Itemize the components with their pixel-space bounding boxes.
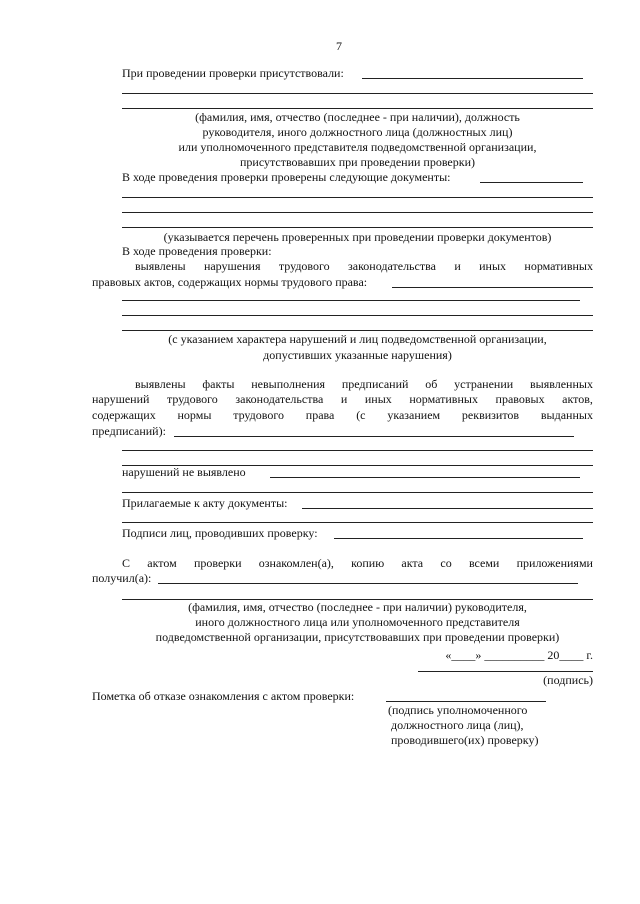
present-caption-2: руководителя, иного должностного лица (должностных лиц) — [202, 125, 513, 139]
familiarized-caption-1: (фамилия, имя, отчество (последнее - при наличии) руководителя, — [188, 600, 527, 614]
prescriptions-line-a[interactable] — [122, 450, 593, 451]
violations-caption-1: (с указанием характера нарушений и лиц подведомственной организации, — [168, 332, 547, 346]
familiarized-line-1: С актом проверки ознакомлен(а), копию акта со всеми приложениями — [122, 556, 593, 570]
present-caption-1: (фамилия, имя, отчество (последнее - при наличии), должность — [195, 110, 520, 124]
violations-caption-2: допустивших указанные нарушения) — [263, 348, 452, 362]
violations-line-c[interactable] — [122, 330, 593, 331]
present-caption-4: присутствовавших при проведении проверки) — [239, 155, 476, 169]
signatures-label: Подписи лиц, проводивших проверку: — [122, 526, 318, 540]
prescriptions-line-3: содержащих нормы трудового права (с указанием реквизитов выданных — [92, 408, 593, 422]
violations-line-a[interactable] — [122, 300, 580, 301]
documents-caption: (указывается перечень проверенных при проведении проверки документов) — [163, 230, 552, 244]
refusal-label: Пометка об отказе ознакомления с актом проверки: — [92, 689, 355, 703]
refusal-blank[interactable] — [386, 701, 546, 702]
familiarized-caption-3: подведомственной организации, присутствовавших при проведении проверки) — [155, 630, 560, 644]
prescriptions-line-2: нарушений трудового законодательства и иных нормативных правовых актов, — [92, 392, 593, 406]
familiarized-line-2: получил(а): — [92, 571, 152, 585]
signatures-blank[interactable] — [334, 538, 583, 539]
prescriptions-line-4: предписаний): — [92, 424, 166, 438]
prescriptions-line-1: выявлены факты невыполнения предписаний об устранении выявленных — [135, 377, 593, 391]
violations-line-b[interactable] — [122, 315, 593, 316]
violations-line-1: выявлены нарушения трудового законодательства и иных нормативных — [135, 259, 593, 273]
familiarized-blank[interactable] — [158, 583, 578, 584]
page-number: 7 — [336, 39, 342, 53]
refusal-caption-2: должностного лица (лиц), — [391, 718, 524, 732]
documents-line-1[interactable] — [122, 197, 593, 198]
present-line-2[interactable] — [122, 108, 593, 109]
violations-line-2: правовых актов, содержащих нормы трудового права: — [92, 275, 368, 289]
during-label: В ходе проведения проверки: — [122, 244, 272, 258]
attached-label: Прилагаемые к акту документы: — [122, 496, 288, 510]
attached-line[interactable] — [122, 522, 593, 523]
refusal-caption-1: (подпись уполномоченного — [388, 703, 528, 717]
date-line[interactable]: «____» __________ 20____ г. — [445, 648, 593, 662]
refusal-caption-3: проводившего(их) проверку) — [391, 733, 539, 747]
attached-blank[interactable] — [302, 508, 593, 509]
no-violations-line[interactable] — [122, 492, 593, 493]
present-blank[interactable] — [362, 78, 583, 79]
present-caption-3: или уполномоченного представителя подведомственной организации, — [178, 140, 537, 154]
documents-blank[interactable] — [480, 182, 583, 183]
no-violations-blank[interactable] — [270, 477, 580, 478]
documents-line-2[interactable] — [122, 212, 593, 213]
signature-caption: (подпись) — [543, 673, 593, 687]
prescriptions-blank[interactable] — [174, 436, 574, 437]
present-label: При проведении проверки присутствовали: — [122, 66, 344, 80]
signature-line[interactable] — [418, 671, 593, 672]
present-line-1[interactable] — [122, 93, 593, 94]
documents-label: В ходе проведения проверки проверены следующие документы: — [122, 170, 451, 184]
violations-blank[interactable] — [392, 287, 593, 288]
no-violations-label: нарушений не выявлено — [122, 465, 246, 479]
documents-line-3[interactable] — [122, 227, 593, 228]
familiarized-caption-2: иного должностного лица или уполномоченного представителя — [195, 615, 520, 629]
